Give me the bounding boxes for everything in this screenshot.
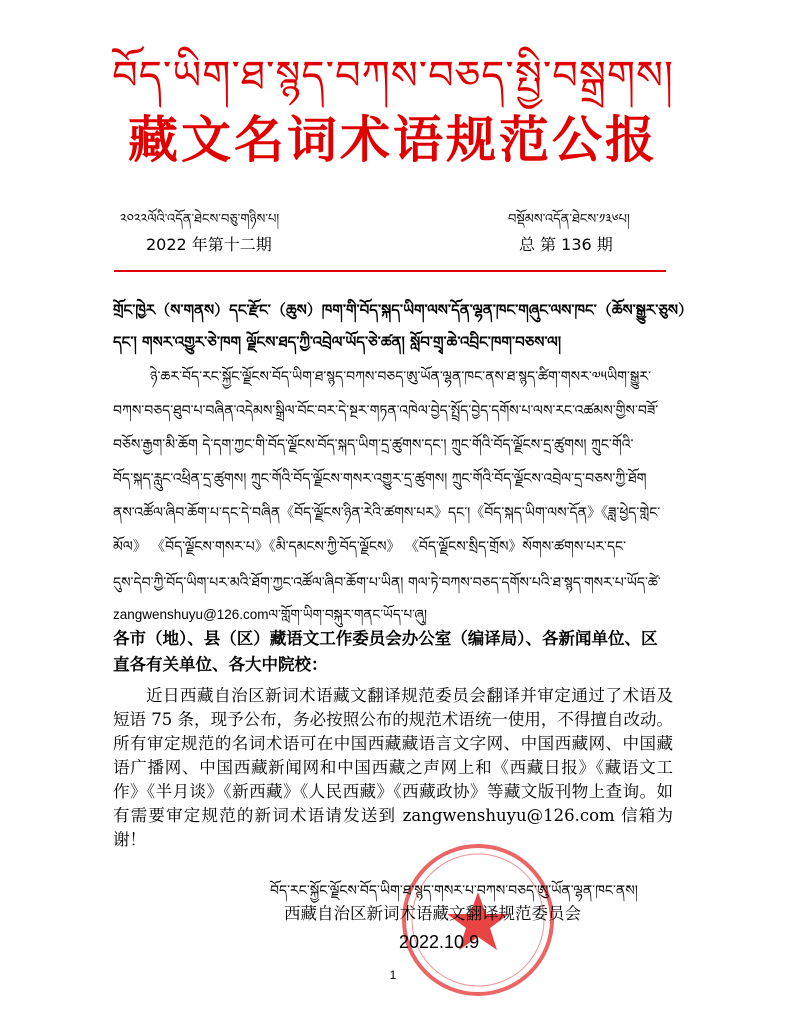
tibetan-body-line: ཉེ་ཆར་བོད་རང་སྐྱོང་ལྗོངས་བོད་ཡིག་ཐ་སྙད་བཀས་བཅད་ཨུ་ཡོན་ལྷན་ཁང་ནས་ཐ་སྙད་ཚིག་གསར་༧༥ཡིག་སྒྱུར་ [150,369,652,385]
tibetan-body-line: བོད་སྐད་རླུང་འཕྲིན་དྲ་ཚུགས། ཀྲུང་གོའི་བོད་ལྗོངས་གསར་འགྱུར་དྲ་ཚུགས། ཀྲུང་གོའི་བོད་ལྗོངས་འབྲེལ་དྲ་བཅས་ཀྱི་ཐོག [113,471,647,487]
total-issue-tibetan: བསྡོམས་འདོན་ཐེངས་༡༣༦པ། [508,212,630,227]
tibetan-body-line: ནས་འཚོལ་ཞིབ་ཆོག་པ་དང་དེ་བཞིན《བོད་ལྗོངས་ཉིན་རེའི་ཚགས་པར》དང་།《བོད་སྐད་ཡིག་ལས་དོན》《ཟླ་ཕྱེད་གླེང་ [113,505,661,521]
tibetan-body-line: བཀས་བཅད་ཐུབ་པ་བཞིན་འདེམས་སྒྲིལ་བོང་བར་དེ་སྔར་གཏན་འཁེལ་བྱེད་སྤྲོད་བྱེད་དགོས་པ་ལས་རང་འཚམས་གྱིས་བཟོ་ [113,403,659,419]
tibetan-email-line: zangwenshuyu@126.comལ་གློག་ཡིག་བསྐུར་གནང་ཡོད་པ་ཞུ། [113,607,427,622]
header-divider [114,270,666,272]
signature-tibetan: བོད་རང་སྐྱོང་ལྗོངས་བོད་ཡིག་ཐ་སྙད་གསར་པ་བཀས་བཅད་ཨུ་ཡོན་ལྷན་ཁང་ནས། [270,883,638,899]
tibetan-addressee-line-2: དང་། གསར་འགྱུར་ཅེ་ཁག ལྗོངས་ཐད་ཀྱི་འབྲེལ་ཡོད་ཅེ་ཚན། སློབ་གྲྭ་ཆེ་འབྲིང་ཁག་བཅས་ལ། [113,333,562,351]
tibetan-body-line: མོལ》 《བོད་ལྗོངས་གསར་པ》《མི་དམངས་ཀྱི་བོད་ལྗོངས》 《བོད་ལྗོངས་སྲིད་གྲོས》སོགས་ཚགས་པར་དང་ [113,539,627,555]
page-number: 1 [389,968,397,982]
total-issue-chinese: 总 第 136 期 [519,235,613,254]
chinese-body-paragraph: 近日西藏自治区新词术语藏文翻译规范委员会翻译并审定通过了术语及短语 75 条，现予公布，务必按照公布的规范术语统一使用，不得擅自改动。所有审定规范的名词术语可在中国西藏藏语言文字网、中国西藏网、中国藏语广播网、中国西藏新闻网和中国西藏之声网上和《西藏日报》《藏语文工作》《半月谈》《新西藏》《人民西藏》《西藏政协》等藏文版刊物上查询。如有需要审定规范的新词术语请发送到 zangwenshuyu@126.com 信箱为谢！ [113,686,673,849]
tibetan-body-line: དུས་དེབ་ཀྱི་བོད་ཡིག་པར་མའི་ཐོག་ཀྱང་འཚོལ་ཞིབ་ཆོག་པ་ཡིན། གལ་ཏེ་བཀས་བཅད་དགོས་པའི་ཐ་སྙད་གསར་པ་ཡོད་ཚེ་ [113,575,661,591]
issue-number-chinese: 2022 年第十二期 [146,235,272,254]
signature-chinese: 西藏自治区新词术语藏文翻译规范委员会 [284,904,581,923]
issue-number-tibetan: ༢༠༢༢ལོའི་འདོན་ཐེངས་བཅུ་གཉིས་པ། [120,212,280,227]
tibetan-addressee-line-1: གྲོང་ཁྱེར（ས་གནས）དང་རྫོང་（ཆུས）ཁག་གི་བོད་སྐད་ཡིག་ལས་དོན་ལྷན་ཁང་གཞུང་ལས་ཁང་（ཆོས་སྒྱུར་ཅུས） [113,301,694,319]
chinese-addressee: 各市（地）、县（区）藏语文工作委员会办公室（编译局）、各新闻单位、区直各有关单位、各大中院校： [113,629,658,674]
signature-date: 2022.10.9 [399,932,480,952]
masthead-chinese-title: 藏文名词术语规范公报 [128,110,658,169]
tibetan-body-line: བཅོས་རྒྱག་མི་ཆོག དེ་དག་ཀྱང་གི་བོད་ལྗོངས་བོད་སྐད་ཡིག་དྲ་ཚུགས་དང་། ཀྲུང་གོའི་བོད་ལྗོངས་དྲ་ཚུགས། ཀྲུང་གོའི་ [113,437,634,453]
masthead-tibetan-title: བོད་ཡིག་ཐ་སྙད་བཀས་བཅད་སྤྱི་བསྒྲགས། [112,53,674,99]
